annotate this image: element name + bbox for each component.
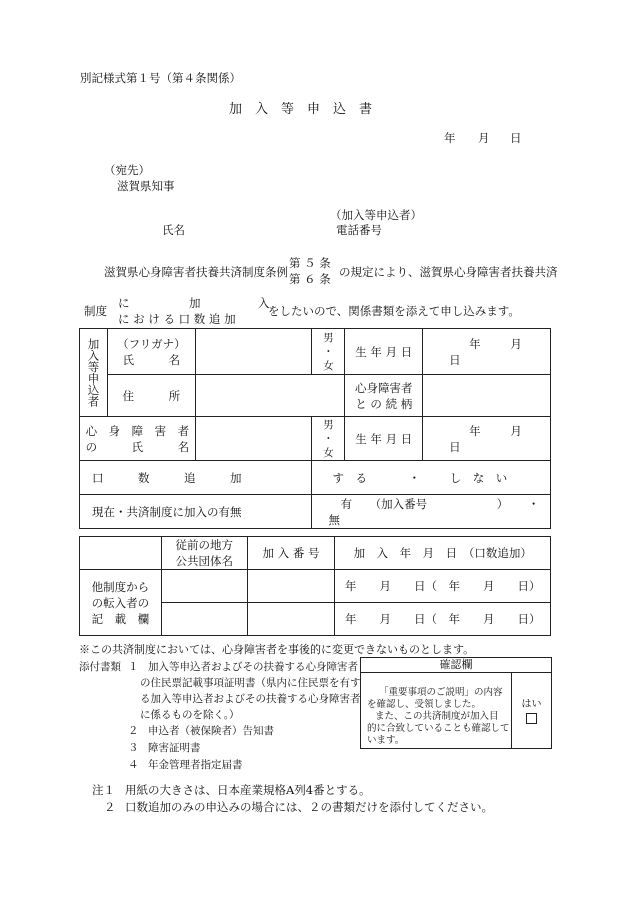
join-date-input-1[interactable]: 年 月 日（ 年 月 日） — [335, 570, 551, 603]
sex-female-2: 女 — [323, 446, 334, 459]
units-add-label: 口 数 追 加 — [92, 470, 242, 485]
address-label: 住 所 — [107, 375, 195, 417]
blank-header-cell — [80, 537, 162, 570]
prev-gov-header — [161, 537, 247, 570]
join-date-header: 加 入 年 月 日 （口数追加） — [335, 537, 551, 570]
confirm-checkbox[interactable] — [526, 713, 537, 724]
birth-day: 日 — [449, 352, 461, 367]
prev-gov-input-2[interactable] — [161, 603, 247, 636]
note-2: 口数追加のみの申込みの場合には、２の書類だけを添付してください。 — [125, 800, 493, 814]
note-1-label: 注１ — [92, 783, 115, 797]
body-line2-b: をしたいので、関係書類を添えて申し込みます。 — [268, 304, 520, 318]
disabled-label-2: の 氏 名 — [85, 439, 190, 454]
attach-num-1: １ — [128, 661, 139, 673]
birth-date-input-2[interactable] — [423, 417, 551, 461]
birth-month-2: 月 — [510, 423, 522, 438]
birth-day-2: 日 — [449, 439, 461, 454]
confirm-line-5: います。 — [367, 735, 405, 746]
birth-label: 生 年 月 日 — [345, 329, 423, 375]
applicant-header: 加入等申込者 — [86, 338, 101, 407]
sex-dot: ・ — [323, 345, 334, 358]
confirm-yes-area[interactable] — [512, 673, 551, 748]
sex-female: 女 — [323, 359, 334, 372]
date-year-label: 年 — [444, 131, 456, 145]
name-field-label: 氏 名 — [122, 352, 181, 367]
units-add-label-cell — [80, 461, 312, 495]
join-date-input-2[interactable]: 年 月 日（ 年 月 日） — [335, 603, 551, 636]
confirm-title: 確認欄 — [361, 658, 551, 673]
current-label-cell — [80, 495, 312, 529]
transfer-label-3: 記 載 欄 — [91, 611, 150, 626]
furigana-label: （フリガナ） — [117, 336, 186, 351]
birth-month: 月 — [510, 336, 522, 351]
units-add-choice[interactable] — [312, 461, 551, 495]
attach-item-4: 年金管理者指定届書 — [148, 759, 243, 771]
body-line1-a: 滋賀県心身障害者扶養共済制度条例 — [104, 265, 288, 279]
join-number-input-2[interactable] — [247, 603, 335, 636]
name-input[interactable] — [195, 329, 312, 375]
join-number-header: 加 入 番 号 — [247, 537, 335, 570]
current-dot: ・ — [527, 496, 540, 511]
attach-label: 添付書類 — [79, 661, 121, 673]
current-choice[interactable] — [312, 495, 551, 529]
attach-num-3: ３ — [128, 742, 139, 754]
transfer-table — [79, 536, 551, 636]
relation-label-2: と の 続 柄 — [355, 396, 413, 411]
address-input[interactable] — [195, 375, 345, 417]
disabled-name-input[interactable] — [195, 417, 312, 461]
confirm-box — [360, 657, 552, 749]
units-no[interactable]: し な い — [449, 470, 508, 485]
article-5: 第 ５ 条 — [289, 256, 331, 270]
attach-num-2: ２ — [128, 725, 139, 737]
prev-gov-input-1[interactable] — [161, 570, 247, 603]
confirm-line-2: を確認し、受領しました。 — [367, 699, 482, 710]
confirm-line-3: また、この共済制度が加入目 — [375, 711, 499, 722]
notice-text: ※この共済制度においては、心身障害者を事後的に変更できないものとします。 — [79, 643, 475, 656]
sex-dot-2: ・ — [323, 432, 334, 445]
relation-label-cell — [345, 375, 423, 417]
attach-num-4: ４ — [128, 759, 139, 771]
relation-label-1: 心身障害者 — [355, 380, 413, 395]
birth-date-input[interactable] — [423, 329, 551, 375]
transfer-label-cell — [80, 570, 162, 636]
addressee-label: （宛先） — [104, 163, 150, 177]
disabled-name-label-cell — [80, 417, 196, 461]
date-day-label: 日 — [510, 131, 522, 145]
name-label-cell — [107, 329, 195, 375]
addressee: 滋賀県知事 — [117, 179, 175, 193]
disabled-sex-cell[interactable] — [312, 417, 345, 461]
attach-item-1-line1: 加入等申込者およびその扶養する心身障害者 — [148, 661, 358, 673]
tel-label: 電話番号 — [336, 223, 382, 237]
current-label: 現在・共済制度に加入の有無 — [92, 504, 242, 519]
body-line1-b: の規定により、滋賀県心身障害者扶養共済 — [339, 265, 558, 279]
confirm-yes-label: はい — [521, 699, 542, 710]
attach-item-3: 障害証明書 — [148, 742, 201, 754]
prev-gov-label-1: 従前の地方 — [175, 538, 233, 552]
transfer-label-1: 他制度から — [91, 579, 150, 594]
option-top-a: に — [118, 296, 130, 310]
confirm-line-4: 的に合致していることも確認して — [367, 723, 510, 734]
sex-cell[interactable] — [312, 329, 345, 375]
birth-label-2: 生 年 月 日 — [345, 417, 423, 461]
units-dot: ・ — [408, 470, 421, 485]
option-top-c: 入 — [258, 296, 270, 310]
transfer-label-2: の転入者の — [91, 595, 150, 610]
confirm-line-1: 「重要事項のご説明」の内容 — [379, 687, 503, 698]
applicant-table — [79, 328, 551, 529]
sex-male: 男 — [323, 331, 334, 344]
birth-year: 年 — [469, 336, 481, 351]
sex-male-2: 男 — [323, 418, 334, 431]
article-6: 第 ６ 条 — [289, 272, 331, 286]
current-number-close: ） — [496, 496, 509, 511]
birth-year-2: 年 — [469, 423, 481, 438]
current-number-open: （加入番号 — [369, 496, 428, 511]
applicant-label: （加入等申込者） — [330, 208, 422, 222]
attach-item-1-line4: に係るものを除く。） — [140, 709, 240, 721]
attach-item-2: 申込者（被保険者）告知書 — [148, 725, 274, 737]
option-bottom: に お け る 口 数 追 加 — [118, 312, 236, 326]
prev-gov-label-2: 公共団体名 — [175, 554, 233, 568]
attach-item-1-line2: の住民票記載事項証明書（県内に住民票を有す — [140, 677, 361, 689]
current-none[interactable]: 無 — [328, 512, 340, 527]
applicant-header-cell — [80, 329, 108, 417]
relation-input[interactable] — [423, 375, 551, 417]
option-top-b: 加 — [189, 296, 201, 310]
units-yes[interactable]: す る — [332, 470, 367, 485]
confirm-text-area — [361, 673, 512, 748]
body-line2-a: 制度 — [84, 304, 107, 318]
note-1: 用紙の大きさは、日本産業規格A列4番とする。 — [125, 783, 371, 797]
join-number-input-1[interactable] — [247, 570, 335, 603]
date-month-label: 月 — [478, 131, 490, 145]
disabled-label-1: 心 身 障 害 者 — [85, 423, 190, 438]
current-yes[interactable]: 有 — [340, 496, 352, 511]
attach-item-1-line3: る加入等申込者およびその扶養する心身障害者 — [140, 693, 361, 705]
page-title: 加 入 等 申 込 書 — [229, 102, 373, 117]
name-label: 氏名 — [162, 223, 185, 237]
note-2-label: ２ — [104, 800, 116, 814]
form-number: 別記様式第１号（第４条関係） — [80, 71, 241, 85]
